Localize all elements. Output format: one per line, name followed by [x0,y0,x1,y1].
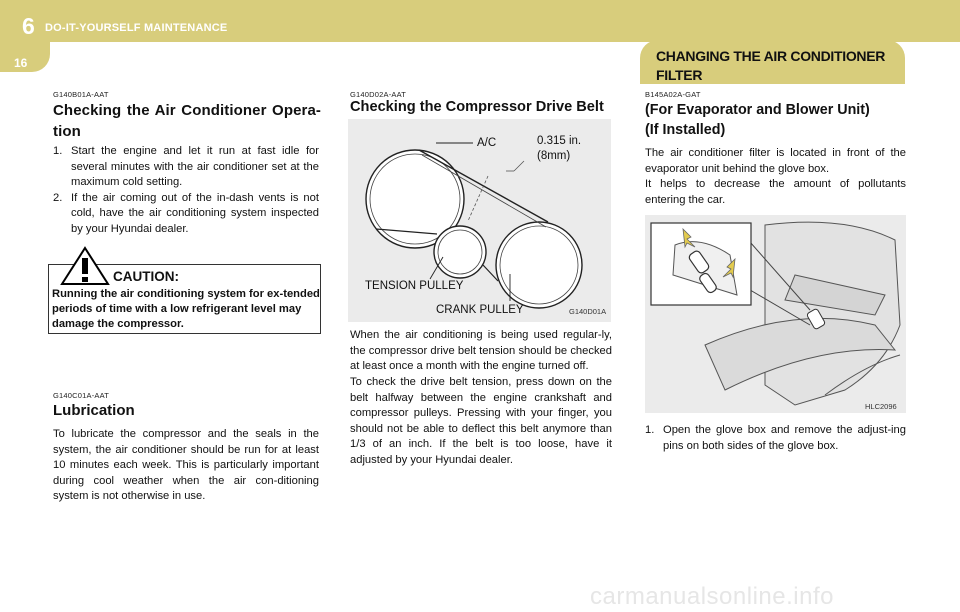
chapter-header-band [0,0,960,42]
glove-box-figure [645,215,906,413]
chapter-title: DO-IT-YOURSELF MAINTENANCE [45,22,228,34]
heading-lubrication: Lubrication [53,402,135,419]
heading-if-installed: (If Installed) [645,122,726,138]
heading-evaporator: (For Evaporator and Blower Unit) [645,102,870,118]
label-deflection-in: 0.315 in. [537,135,582,147]
label-deflection-mm: (8mm) [537,150,571,162]
step-text: Open the glove box and remove the adjust-ing pins on both sides of the glove box. [663,424,906,452]
watermark: carmanualsonline.info [590,583,834,610]
list-item [53,144,319,191]
caution-text: Running the air conditioning system for ex-tended periods of time with a low refrigerant level may damage the compressor. [52,288,320,330]
heading-ac-operation: Checking the Air Conditioner Opera-tion [53,102,321,140]
label-ac: A/C [477,137,497,149]
list-item [53,191,319,238]
filter-paragraph-1: The air conditioner filter is located in front of the evaporator unit behind the glove box. [645,147,906,175]
label-crank-pulley: CRANK PULLEY [436,304,524,316]
belt-diagram-figure [348,119,611,322]
figure-code: G140D01A [569,307,607,316]
ref-code-drive-belt: G140D02A-AAT [350,90,407,99]
step-text: If the air coming out of the in-dash vents is not cold, have the air conditioning system inspected by your Hyundai dealer. [71,191,319,235]
ref-code-lubrication: G140C01A-AAT [53,391,110,400]
step-number: 1. [53,145,63,157]
ref-code-ac-operation: G140B01A-AAT [53,90,109,99]
heading-drive-belt: Checking the Compressor Drive Belt [350,99,604,115]
step-number: 2. [53,191,63,204]
ac-operation-steps [53,144,319,238]
glove-box-steps [645,423,906,454]
page-number: 16 [14,56,28,70]
step-text: Start the engine and let it run at fast idle for several minutes with the air conditioner set at the maximum cold setting. [71,145,319,189]
warning-triangle-icon [60,246,110,286]
ref-code-filter: B145A02A-GAT [645,90,701,99]
list-item [645,423,906,454]
chapter-number: 6 [22,13,35,39]
label-tension-pulley: TENSION PULLEY [365,280,464,292]
lubrication-paragraph: To lubricate the compressor and the seals in the system, the air conditioner should be run for at least 10 minutes each week. This is particularly important during cool weather when the air con-ditioning system is not otherwise in use. [53,428,319,503]
section-title: CHANGING THE AIR CONDITIONER FILTER [656,48,886,83]
drive-belt-paragraph-1: When the air conditioning is being used regular-ly, the compressor drive belt tension should be checked at least once a month with the engine turned off. [350,329,612,373]
filter-paragraph-2: It helps to decrease the amount of pollutants entering the car. [645,178,906,206]
caution-title: CAUTION: [113,269,179,284]
glove-box-diagram [645,215,906,413]
figure-code: HLC2096 [865,402,897,411]
step-number: 1. [645,424,655,436]
drive-belt-paragraph-2: To check the drive belt tension, press down on the belt halfway between the engine crankshaft and compressor pulleys. Pressing with your finger, you should not be able to deflect this belt anymore than 1/3 of an inch. If the belt is too loose, have it adjusted by your Hyundai dealer. [350,376,612,466]
